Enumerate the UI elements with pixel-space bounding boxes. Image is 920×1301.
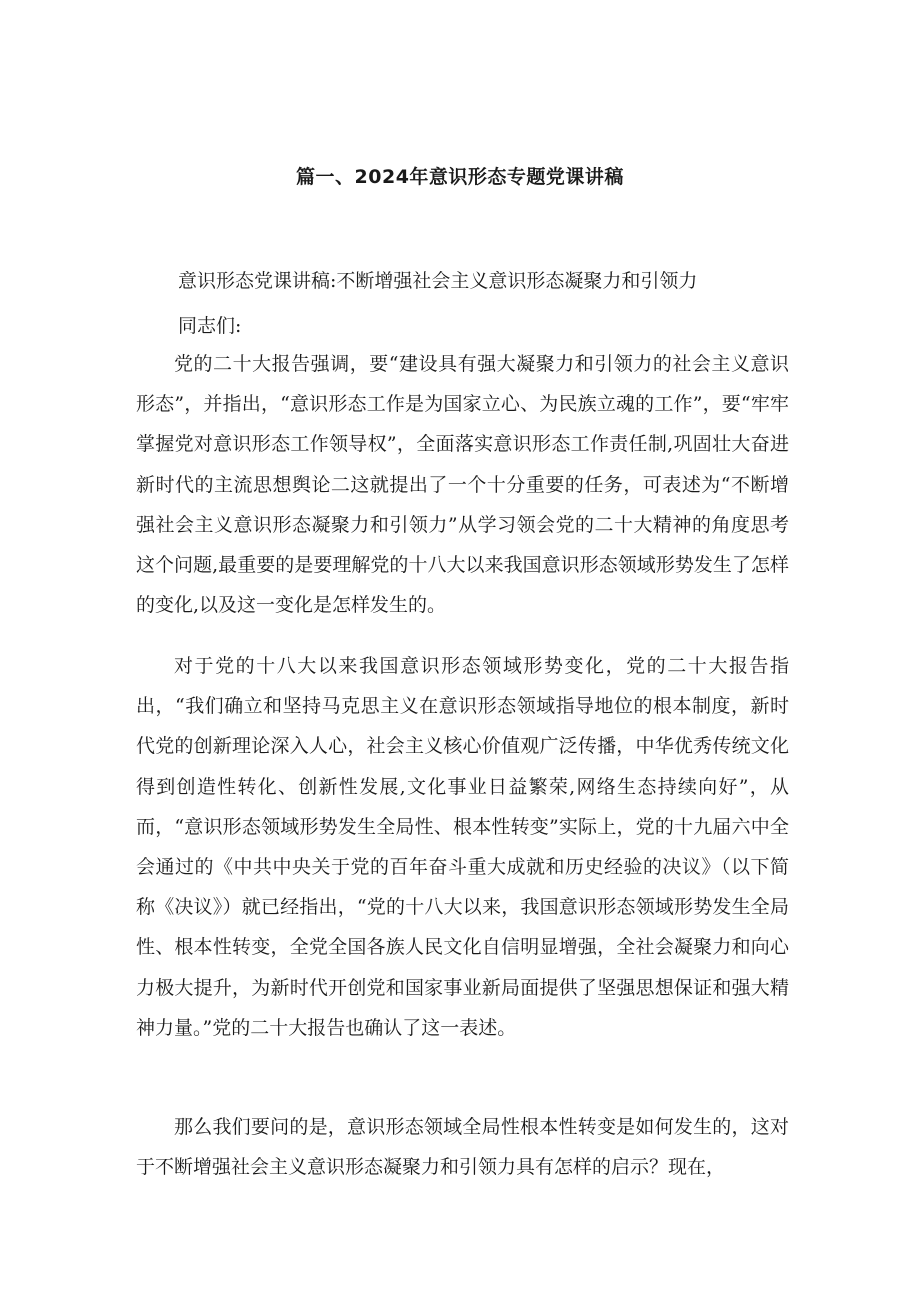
paragraph: 对于党的十八大以来我国意识形态领域形势变化，党的二十大报告指出，“我们确立和坚持马克思主义在意识形态领域指导地位的根本制度，新时代党的创新理论深入人心，社会主义核心价值观广泛传播，中华优秀传统文化得到创造性转化、创新性发展,文化事业日益繁荣,网络生态持续向好”，从而，“意识形态领域形势发生全局性、根本性转变”实际上，党的十九届六中全会通过的《中共中央关于党的百年奋斗重大成就和历史经验的决议》（以下简称《决议》）就已经指出，“党的十八大以来，我国意识形态领域形势发生全局性、根本性转变，全党全国各族人民文化自信明显增强，全社会凝聚力和向心力极大提升，为新时代开创党和国家事业新局面提供了坚强思想保证和强大精神力量。”党的二十大报告也确认了这一表述。 [136,655,789,1039]
paragraph: 党的二十大报告强调，要“建设具有强大凝聚力和引领力的社会主义意识形态”，并指出，“意识形态工作是为国家立心、为民族立魂的工作”，要“牢牢掌握党对意识形态工作领导权”，全面落实意识形态工作责任制,巩固壮大奋进新时代的主流思想舆论二这就提出了一个十分重要的任务，可表述为“不断增强社会主义意识形态凝聚力和引领力”从学习领会党的二十大精神的角度思考这个问题,最重要的是要理解党的十八大以来我国意识形态领域形势发生了怎样的变化,以及这一变化是怎样发生的。 [136,353,789,617]
greeting: 同志们: [178,315,242,337]
paragraph: 那么我们要问的是，意识形态领域全局性根本性转变是如何发生的，这对于不断增强社会主义意识形态凝聚力和引领力具有怎样的启示？现在， [136,1116,789,1179]
document-title: 篇一、2024年意识形态专题党课讲稿 [296,166,624,188]
document-subtitle: 意识形态党课讲稿:不断增强社会主义意识形态凝聚力和引领力 [178,270,698,292]
